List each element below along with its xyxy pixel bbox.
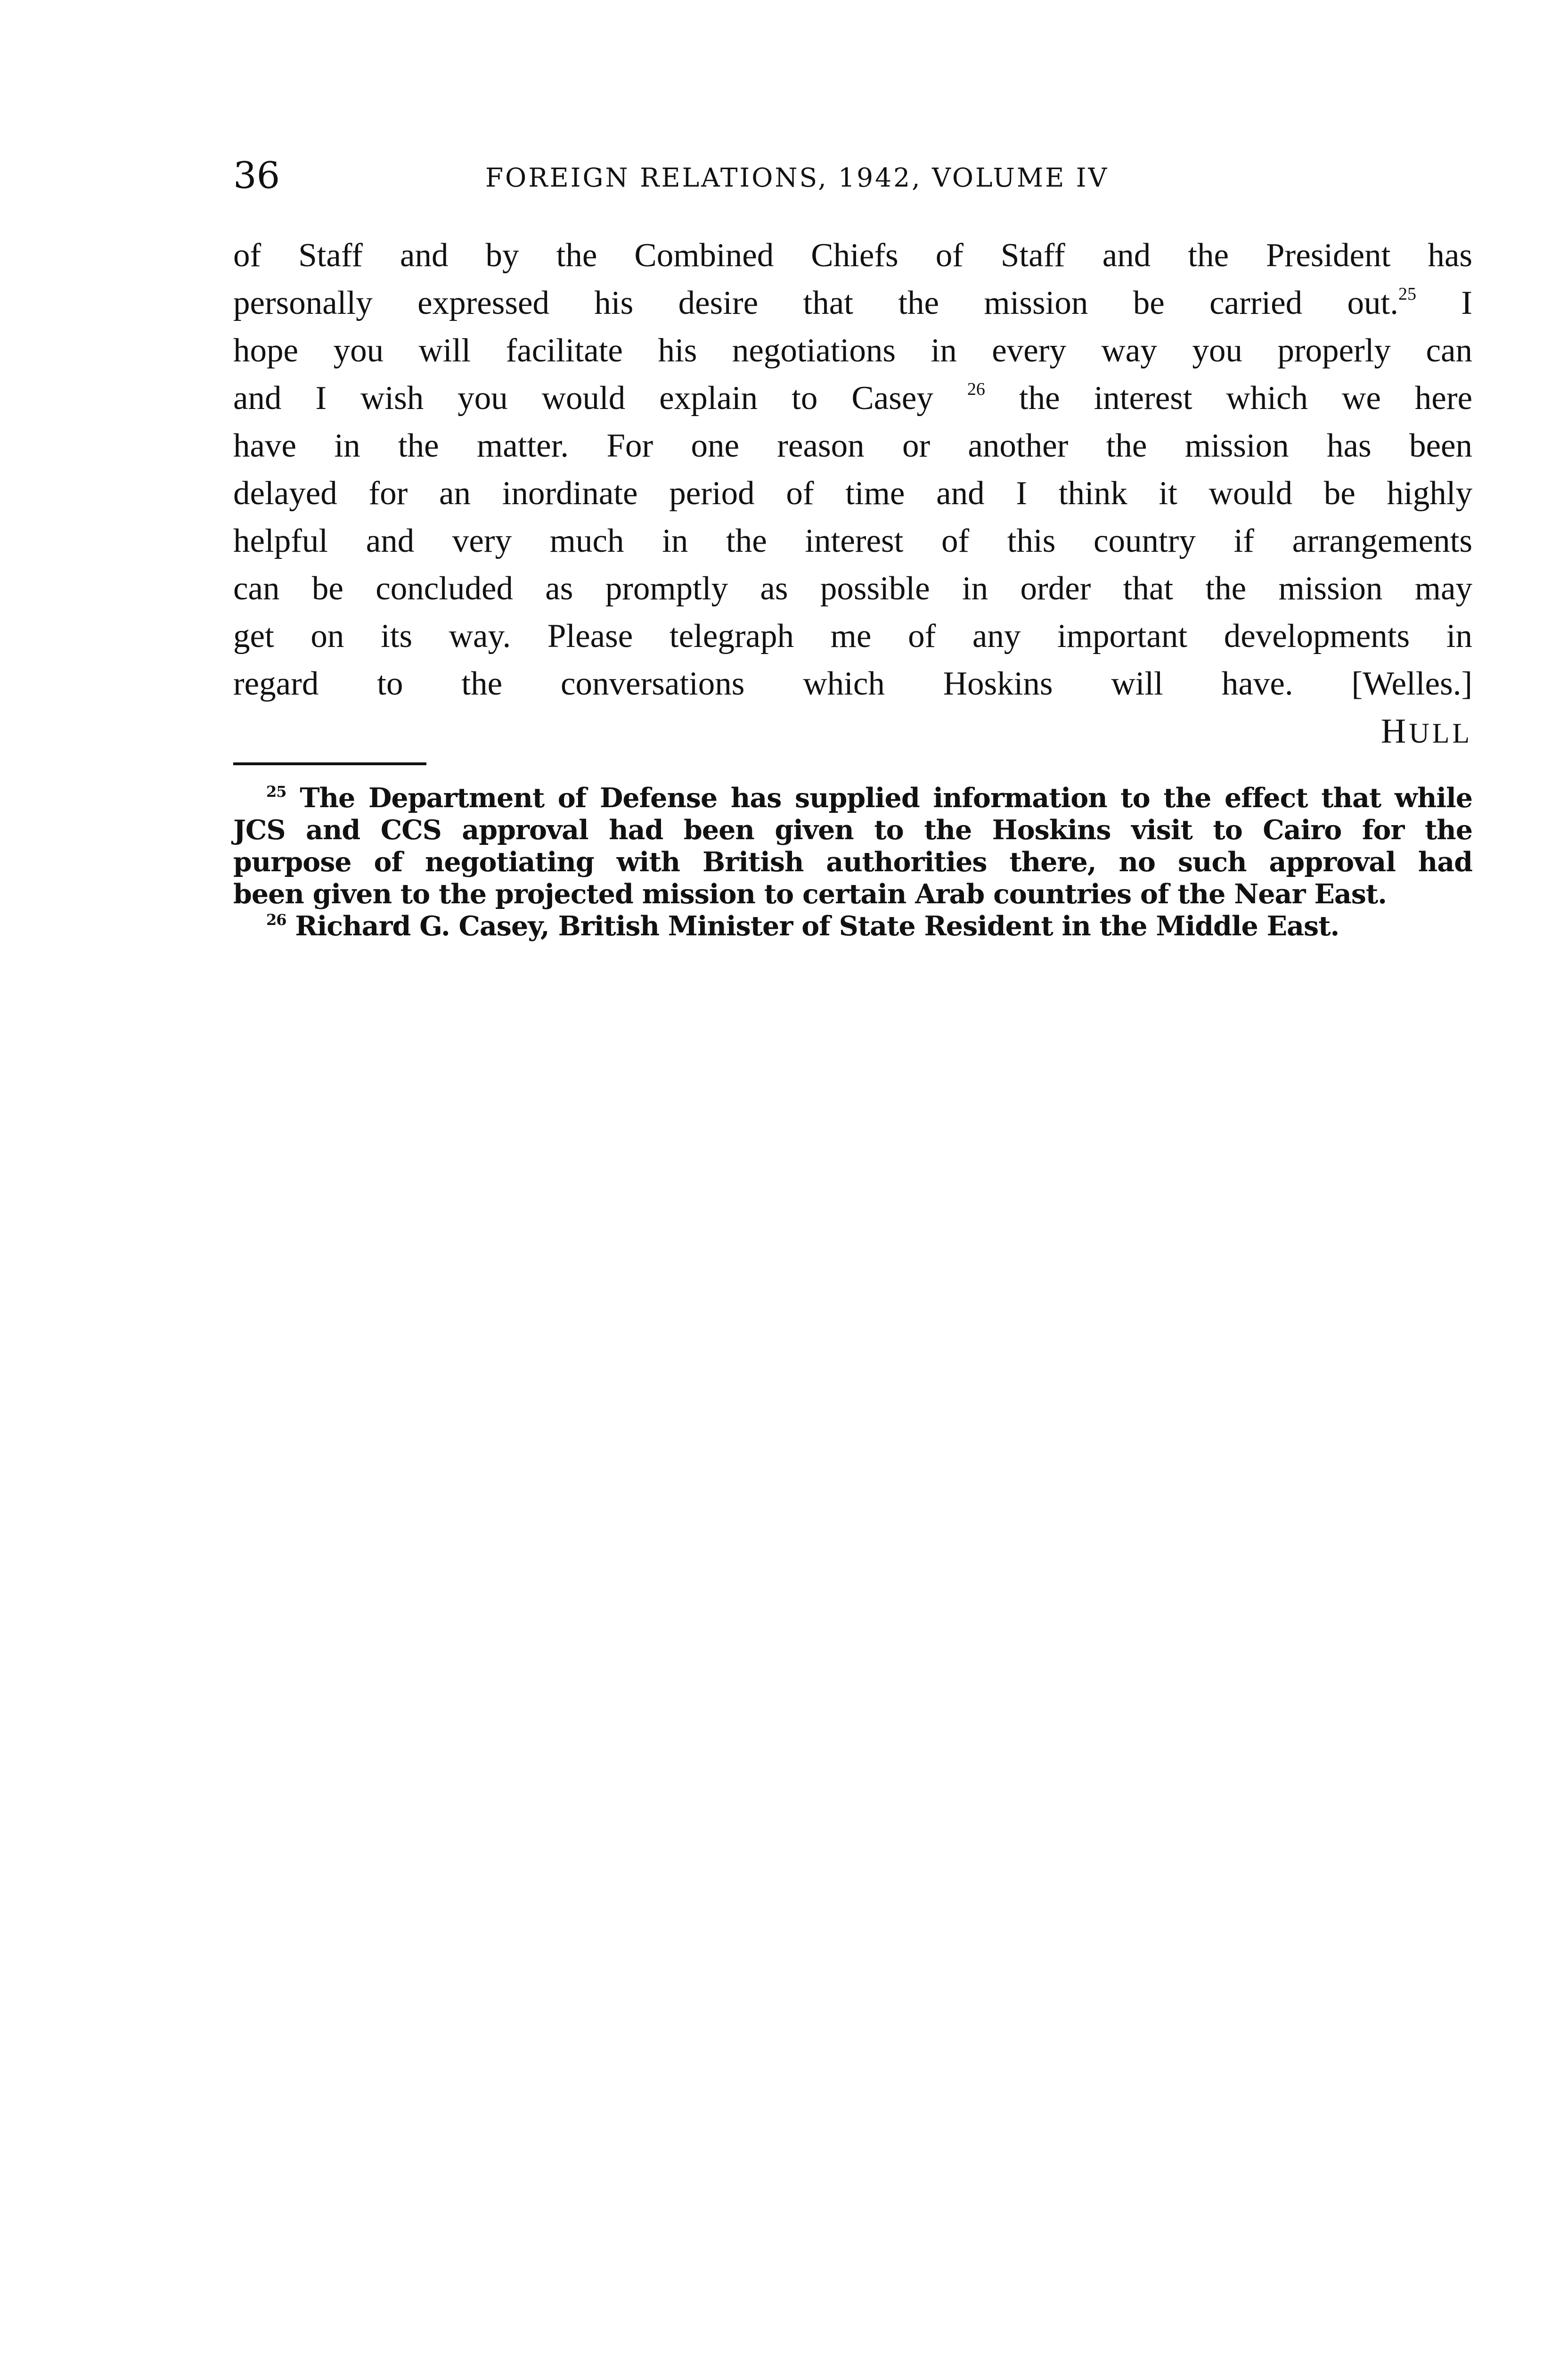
footnote-25-line-3: purpose of negotiating with British authorities there, no such approval had bbox=[233, 846, 1472, 878]
body-line-1: of Staff and by the Combined Chiefs of Staff and the President has bbox=[233, 237, 1472, 274]
body-line-2-text: personally expressed his desire that the mission be carried out. bbox=[233, 285, 1398, 321]
footnote-25-line-4: been given to the projected mission to certain Arab countries of the Near East. bbox=[233, 878, 1387, 910]
body-line-8: can be concluded as promptly as possible in order that the mission may bbox=[233, 570, 1472, 607]
footnote-26-text: Richard G. Casey, British Minister of State Resident in the Middle East. bbox=[295, 910, 1339, 942]
footnote-26-line-1 bbox=[233, 910, 1472, 942]
body-line-9: get on its way. Please telegraph me of any important developments in bbox=[233, 618, 1472, 654]
footnote-ref-26[interactable]: 26 bbox=[967, 379, 985, 399]
running-head: FOREIGN RELATIONS, 1942, VOLUME IV bbox=[485, 163, 1109, 193]
body-line-4 bbox=[233, 375, 1472, 422]
body-line-6: delayed for an inordinate period of time and I think it would be highly bbox=[233, 475, 1472, 512]
footnotes bbox=[233, 782, 1472, 942]
footnote-divider bbox=[233, 762, 426, 765]
body-line-2 bbox=[233, 279, 1472, 327]
footnote-25-text-1: The Department of Defense has supplied information to the effect that while bbox=[300, 782, 1472, 814]
footnote-25-line-2: JCS and CCS approval had been given to the Hoskins visit to Cairo for the bbox=[233, 814, 1472, 846]
footnote-26-marker: 26 bbox=[266, 911, 286, 929]
signature bbox=[233, 708, 1472, 755]
body-line-3: hope you will facilitate his negotiations in every way you properly can bbox=[233, 332, 1472, 369]
body-line-4-text: and I wish you would explain to Casey bbox=[233, 380, 933, 417]
footnote-25-marker: 25 bbox=[266, 783, 286, 801]
body-line-2-tail: I bbox=[1461, 285, 1473, 321]
page-header bbox=[233, 150, 1472, 202]
body-line-10: regard to the conversations which Hoskins will have. [Welles.] bbox=[233, 665, 1472, 702]
signature-text: HULL bbox=[1380, 712, 1472, 751]
footnote-ref-25[interactable]: 25 bbox=[1398, 284, 1416, 304]
page-number: 36 bbox=[233, 155, 280, 197]
footnote-25-line-1 bbox=[233, 782, 1472, 814]
body-line-7: helpful and very much in the interest of this country if arrangements bbox=[233, 523, 1472, 559]
body-line-5: have in the matter. For one reason or another the mission has been bbox=[233, 427, 1472, 464]
body-text bbox=[233, 232, 1472, 755]
body-line-4-tail: the interest which we here bbox=[1019, 380, 1472, 417]
